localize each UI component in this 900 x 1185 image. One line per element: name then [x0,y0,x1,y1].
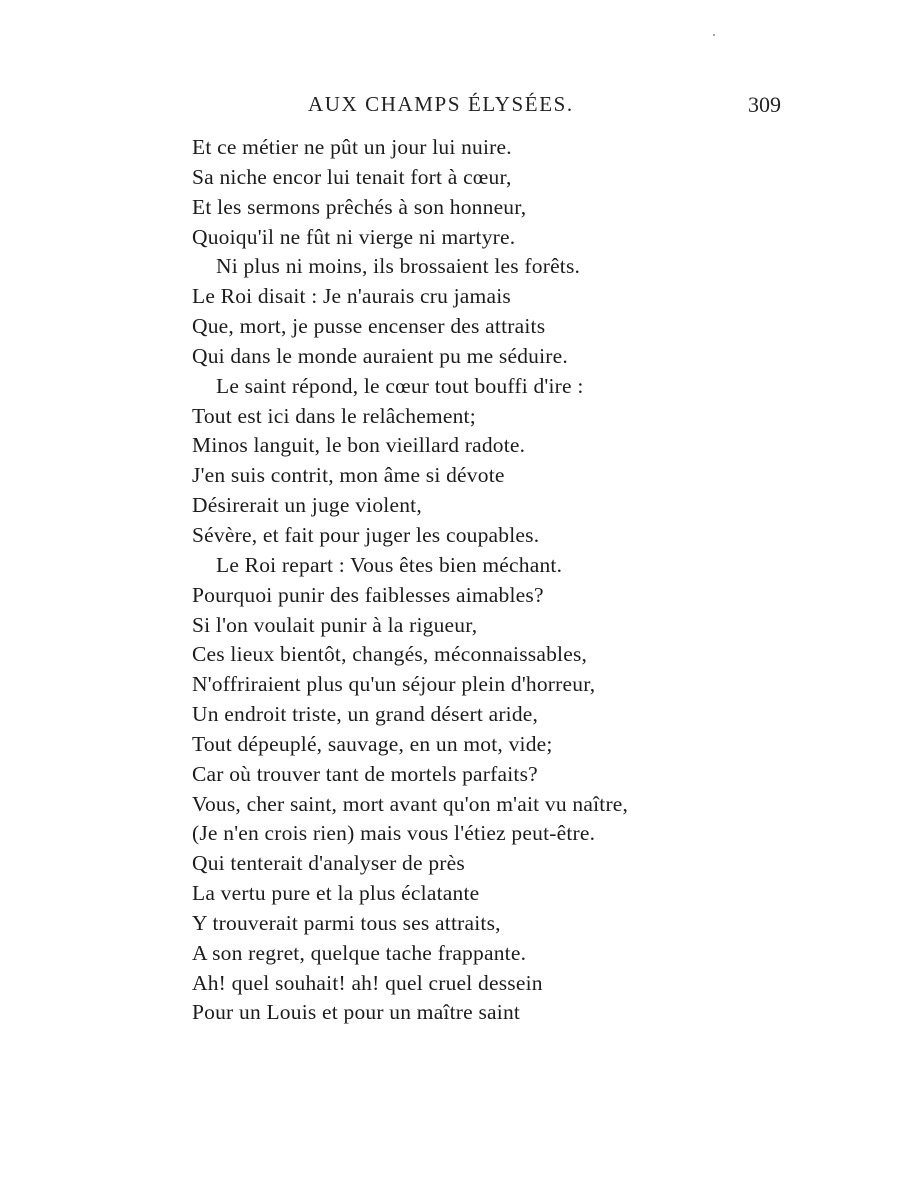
verse-line: Qui tenterait d'analyser de près [192,851,465,876]
verse-line: Le Roi repart : Vous êtes bien méchant. [216,552,563,577]
verse-line: Minos languit, le bon vieillard radote. [192,433,526,458]
verse-line: Ces lieux bientôt, changés, méconnaissables, [192,642,588,667]
verse-line: Le saint répond, le cœur tout bouffi d'ire : [216,373,584,398]
verse-line: Le Roi disait : Je n'aurais cru jamais [192,284,511,309]
verse-line: Ah! quel souhait! ah! quel cruel dessein [192,970,543,995]
verse-line: Pourquoi punir des faiblesses aimables? [192,582,544,607]
page-number: 309 [748,92,781,117]
verse-line: J'en suis contrit, mon âme si dévote [192,463,505,488]
verse-line: Un endroit triste, un grand désert aride, [192,702,539,727]
verse-line: Qui dans le monde auraient pu me séduire. [192,343,568,368]
verse-line: Et les sermons prêchés à son honneur, [192,194,527,219]
verse-line: Quoiqu'il ne fût ni vierge ni martyre. [192,224,516,249]
verse-line: Si l'on voulait punir à la rigueur, [192,612,478,637]
verse-line: (Je n'en crois rien) mais vous l'étiez peut-être. [192,821,596,846]
verse-line: Que, mort, je pusse encenser des attraits [192,314,546,339]
verse-line: Y trouverait parmi tous ses attraits, [192,910,501,935]
poem-text [192,133,812,1028]
verse-line: Car où trouver tant de mortels parfaits? [192,761,538,786]
paper-speck [713,34,715,36]
verse-line: Tout dépeuplé, sauvage, en un mot, vide; [192,731,553,756]
page-header [0,92,900,122]
verse-line: Sévère, et fait pour juger les coupables. [192,522,540,547]
verse-line: Tout est ici dans le relâchement; [192,403,476,428]
verse-line: Ni plus ni moins, ils brossaient les forêts. [216,254,581,279]
verse-line: A son regret, quelque tache frappante. [192,940,527,965]
verse-line: Sa niche encor lui tenait fort à cœur, [192,164,512,189]
verse-line: Vous, cher saint, mort avant qu'on m'ait vu naître, [192,791,629,816]
verse-line: N'offriraient plus qu'un séjour plein d'horreur, [192,672,596,697]
running-title: AUX CHAMPS ÉLYSÉES. [308,92,574,116]
verse-line: La vertu pure et la plus éclatante [192,881,480,906]
verse-line: Pour un Louis et pour un maître saint [192,1000,521,1025]
verse-line: Désirerait un juge violent, [192,493,422,518]
verse-line: Et ce métier ne pût un jour lui nuire. [192,135,512,159]
